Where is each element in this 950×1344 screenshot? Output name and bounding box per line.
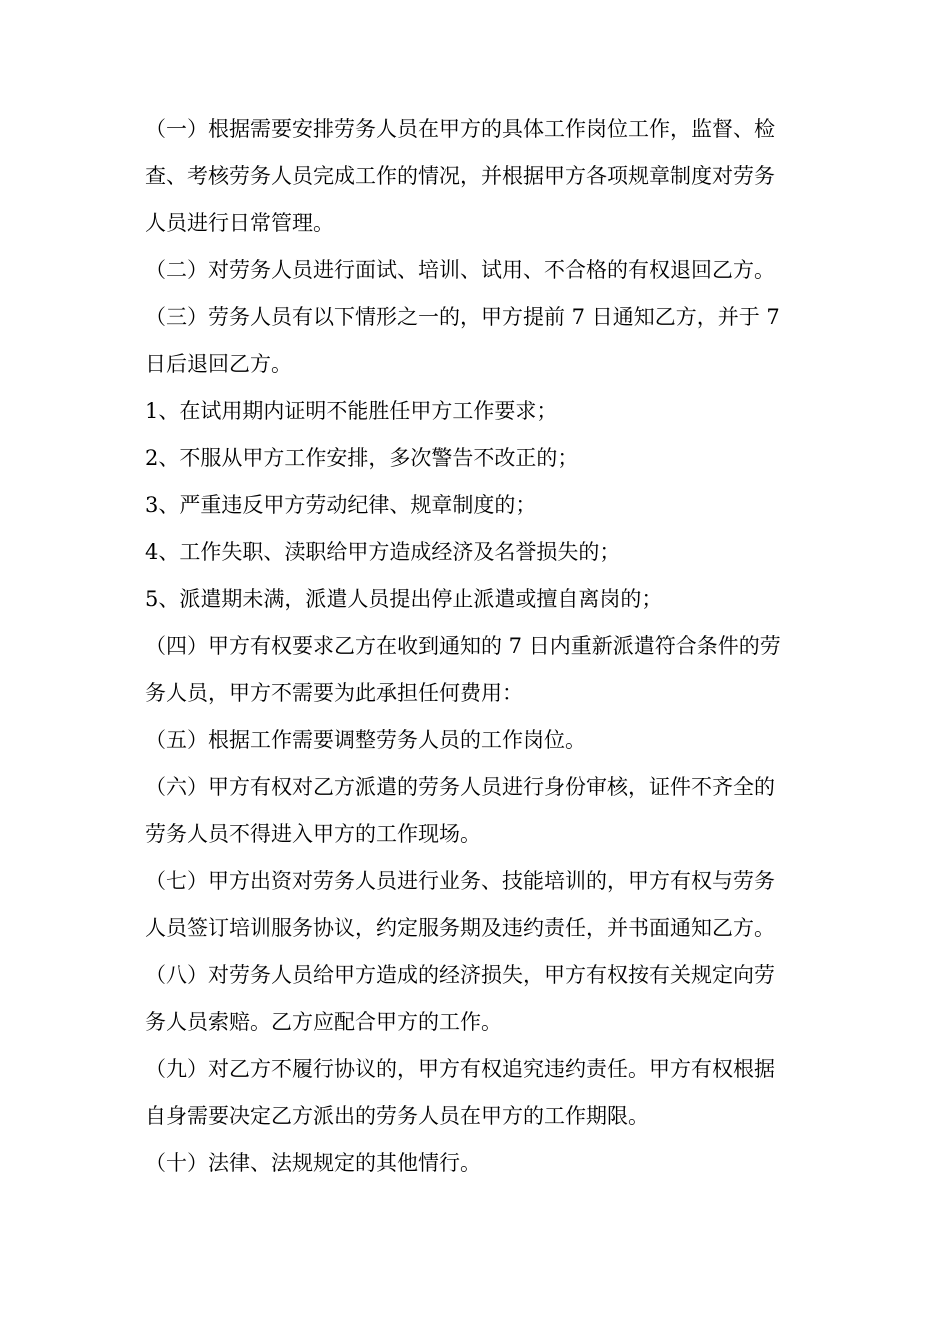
text-line: 自身需要决定乙方派出的劳务人员在甲方的工作期限。 bbox=[145, 1104, 649, 1128]
list-item: 1、在试用期内证明不能胜任甲方工作要求； bbox=[145, 399, 558, 423]
list-item: 4、工作失职、渎职给甲方造成经济及名誉损失的； bbox=[145, 540, 621, 564]
text-line: 人员进行日常管理。 bbox=[145, 211, 334, 235]
text-line: （三）劳务人员有以下情形之一的，甲方提前 7 日通知乙方，并于 7 bbox=[145, 305, 780, 329]
text-line: （六）甲方有权对乙方派遣的劳务人员进行身份审核，证件不齐全的 bbox=[145, 775, 775, 799]
list-item: 5、派遣期未满，派遣人员提出停止派遣或擅自离岗的； bbox=[145, 587, 663, 611]
document-body bbox=[145, 106, 825, 1187]
text-line: （四）甲方有权要求乙方在收到通知的 7 日内重新派遣符合条件的劳 bbox=[145, 634, 781, 658]
text-line: （八）对劳务人员给甲方造成的经济损失，甲方有权按有关规定向劳 bbox=[145, 963, 775, 987]
text-line: 日后退回乙方。 bbox=[145, 352, 292, 376]
text-line: （一）根据需要安排劳务人员在甲方的具体工作岗位工作，监督、检 bbox=[145, 117, 775, 141]
text-line: 人员签订培训服务协议，约定服务期及违约责任，并书面通知乙方。 bbox=[145, 916, 775, 940]
text-line: （十）法律、法规规定的其他情行。 bbox=[145, 1151, 481, 1175]
text-line: （七）甲方出资对劳务人员进行业务、技能培训的，甲方有权与劳务 bbox=[145, 869, 775, 893]
text-line: （二）对劳务人员进行面试、培训、试用、不合格的有权退回乙方。 bbox=[145, 258, 775, 282]
text-line: 务人员，甲方不需要为此承担任何费用： bbox=[145, 681, 523, 705]
text-line: （五）根据工作需要调整劳务人员的工作岗位。 bbox=[145, 728, 586, 752]
list-item: 2、不服从甲方工作安排，多次警告不改正的； bbox=[145, 446, 579, 470]
list-item: 3、严重违反甲方劳动纪律、规章制度的； bbox=[145, 493, 537, 517]
text-line: 务人员索赔。乙方应配合甲方的工作。 bbox=[145, 1010, 502, 1034]
text-line: （九）对乙方不履行协议的，甲方有权追究违约责任。甲方有权根据 bbox=[145, 1057, 775, 1081]
text-line: 劳务人员不得进入甲方的工作现场。 bbox=[145, 822, 481, 846]
text-line: 查、考核劳务人员完成工作的情况，并根据甲方各项规章制度对劳务 bbox=[145, 164, 775, 188]
